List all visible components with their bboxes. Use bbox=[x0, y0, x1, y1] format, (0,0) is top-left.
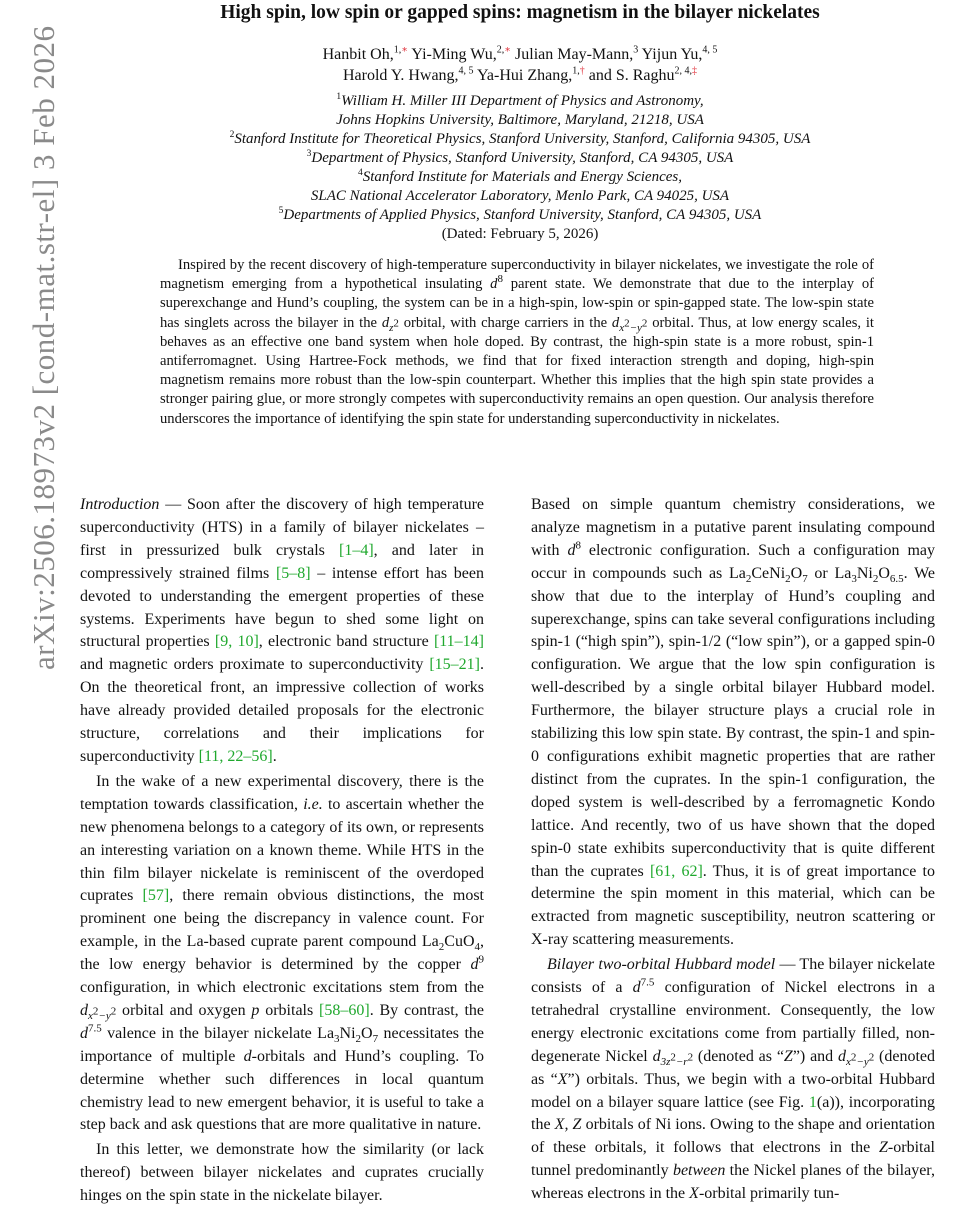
author-name: Ya-Hui Zhang, bbox=[473, 67, 573, 84]
citation-link[interactable]: [15–21] bbox=[429, 656, 480, 674]
paragraph: Bilayer two-orbital Hubbard model — The bilayer nickelate consists of a $d^{7.5}$ configuration of Nickel electrons in a tetrahedral crystalline environment. Consequently, the low energy electronic excitations come from partially filled, non-degenerate Nickel $d_{3z^2-r^2}$ (denoted as “Z”) and $d_{x^2-y^2}$ (denoted as “X”) orbitals. Thus, we begin with a two-orbital Hubbard model on a bilayer square lattice (see Fig. 1(a)), incorporating the X, Z orbitals of Ni ions. Owing to the shape and orientation of these orbitals, it follows that electrons in the Z-orbital tunnel predominantly between the Nickel planes of the bilayer, whereas electrons in the X-orbital primarily tun- bbox=[531, 956, 936, 1203]
affiliation-list bbox=[80, 92, 960, 244]
author-line-2 bbox=[80, 65, 960, 86]
abstract: Inspired by the recent discovery of high-temperature superconductivity in bilayer nickelates, we investigate the role of magnetism emerging from a hypothetical insulating $d^8$ parent state. We demonstrate that due to the interplay of superexchange and Hund’s coupling, the system can be in a high-spin, low-spin or spin-gapped state. The low-spin state has singlets across the bilayer in the $d_{z^2}$ orbital, with charge carriers in the $d_{x^2-y^2}$ orbital. Thus, at low energy scales, it behaves as an effective one band system when hole doped. By contrast, the high-spin state is a more robust, spin-1 antiferromagnet. Using Hartree-Fock methods, we find that for fixed interaction strength and doping, high-spin magnetism remains more robust than the low-spin counterpart. Whether this implies that the high spin state provides a stronger pairing glue, or more strongly competes with superconductivity remains an open question. Our analysis therefore underscores the importance of identifying the spin state for understanding superconductivity in nickelates. bbox=[160, 257, 874, 427]
author-affil-ref: 1, bbox=[572, 65, 580, 77]
citation-link[interactable]: [1–4] bbox=[339, 541, 374, 559]
paragraph: In this letter, we demonstrate how the similarity (or lack thereof) between bilayer nickelates and cuprates crucially hinges on the spin state in the nickelate bilayer. bbox=[80, 1141, 484, 1205]
author-affil-ref: 3 bbox=[633, 44, 639, 56]
author-line-1 bbox=[80, 44, 960, 65]
author-name: Yijun Yu, bbox=[638, 46, 703, 63]
paragraph: In the wake of a new experimental discovery, there is the temptation towards classification, i.e. to ascertain whether the new phenomena belongs to a category of its own, or represents an interesting variation on a known theme. While HTS in the thin film bilayer nickelate is reminiscent of the overdoped cuprates [57], there remain obvious distinctions, the most prominent one being the discrepancy in valence count. For example, in the La-based cuprate parent compound $La_2CuO_4$, the low energy behavior is determined by the copper $d^9$ configuration, in which electronic excitations stem from the $d_{x^2-y^2}$ orbital and oxygen p orbitals [58–60]. By contrast, the $d^{7.5}$ valence in the bilayer nickelate $La_3Ni_2O_7$ necessitates the importance of multiple d-orbitals and Hund’s coupling. To determine whether such differences in local quantum chemistry lead to new emergent behavior, it is useful to take a step back and ask questions that are more qualitative in nature. bbox=[80, 772, 485, 1134]
author-name: Julian May-Mann, bbox=[511, 46, 634, 63]
author-affil-ref: 1, bbox=[393, 44, 402, 56]
affiliation: Johns Hopkins University, Baltimore, Maryland, 21218, USA bbox=[336, 112, 704, 128]
author-list bbox=[80, 44, 960, 86]
author-footnote-mark[interactable]: ‡ bbox=[692, 65, 697, 77]
author-affil-ref: 2, bbox=[496, 44, 505, 56]
section-heading: Introduction bbox=[80, 496, 160, 513]
paragraph: Introduction — Soon after the discovery of high temperature superconductivity (HTS) in a family of bilayer nickelates – first in pressurized bulk crystals [1–4], and later in compressively strained films [5–8] – intense effort has been devoted to understanding the emergent properties of these systems. Experiments have begun to shed some light on structural properties [9, 10], electronic band structure [11–14] and magnetic orders proximate to superconductivity [15–21]. On the theoretical front, an impressive collection of works have already provided detailed proposals for the electronic structure, correlations and their implications for superconductivity [11, 22–56]. bbox=[80, 496, 485, 765]
citation-link[interactable]: [5–8] bbox=[275, 564, 311, 582]
arxiv-identifier: arXiv:2506.18973v2 [cond-mat.str-el] 3 Feb 2026 bbox=[26, 25, 61, 670]
author-footnote-mark[interactable]: † bbox=[579, 65, 585, 77]
date-line: (Dated: February 5, 2026) bbox=[441, 226, 599, 242]
citation-link[interactable]: [57] bbox=[142, 887, 170, 905]
citation-link[interactable]: [11, 22–56] bbox=[198, 747, 273, 765]
citation-link[interactable]: [9, 10] bbox=[214, 633, 259, 651]
author-affil-ref: 2, 4, bbox=[674, 65, 692, 77]
right-column bbox=[531, 494, 935, 1206]
author-name: and S. Raghu bbox=[584, 67, 675, 84]
author-name: Yi-Ming Wu, bbox=[408, 46, 497, 63]
affiliation: $^1$William H. Miller III Department of Physics and Astronomy, bbox=[336, 92, 704, 109]
affiliation: $^5$Departments of Applied Physics, Stanford University, Stanford, CA 94305, USA bbox=[278, 206, 762, 223]
author-name: Hanbit Oh, bbox=[322, 46, 394, 63]
left-column bbox=[80, 494, 484, 1208]
section-heading: Bilayer two-orbital Hubbard model bbox=[547, 956, 776, 974]
author-footnote-mark[interactable]: ∗ bbox=[504, 44, 512, 56]
affiliation: $^3$Department of Physics, Stanford University, Stanford, CA 94305, USA bbox=[306, 149, 734, 166]
citation-link[interactable]: [61, 62] bbox=[649, 862, 703, 880]
author-affil-ref: 4, 5 bbox=[702, 44, 718, 56]
author-name: Harold Y. Hwang, bbox=[343, 67, 459, 84]
affiliation: $^2$Stanford Institute for Theoretical Physics, Stanford University, Stanford, California 94305, USA bbox=[229, 130, 811, 147]
arxiv-sidebar bbox=[6, 0, 61, 1200]
citation-link[interactable]: [58–60] bbox=[319, 1001, 370, 1019]
paper-title: High spin, low spin or gapped spins: magnetism in the bilayer nickelates bbox=[220, 2, 820, 23]
figure-link[interactable]: 1 bbox=[808, 1093, 817, 1111]
affiliation: $^4$Stanford Institute for Materials and Energy Sciences, bbox=[357, 168, 682, 185]
author-footnote-mark[interactable]: ∗ bbox=[401, 44, 409, 56]
paragraph: Based on simple quantum chemistry considerations, we analyze magnetism in a putative parent insulating compound with $d^8$ electronic configuration. Such a configuration may occur in compounds such as $La_2CeNi_2O_7$ or $La_3Ni_2O_{6.5}$. We show that due to the interplay of Hund’s coupling and superexchange, spins can take several configurations including spin-1 (“high spin”), spin-1/2 (“low spin”), or a gapped spin-0 configuration. We argue that the low spin configuration is well-described by a single orbital bilayer Hubbard model. Furthermore, the bilayer structure plays a crucial role in stabilizing this low spin state. By contrast, the spin-1 and spin-0 configurations exhibit magnetic properties that are rather distinct from the cuprates. In the spin-1 configuration, the doped system is well-described by a ferromagnetic Kondo lattice. And recently, two of us have shown that the doped spin-0 state exhibits superconductivity that is quite different than the cuprates [61, 62]. Thus, it is of great importance to determine the spin moment in this material, which can be extracted from magnetic susceptibility, neutron scattering or X-ray scattering measurements. bbox=[531, 496, 936, 949]
affiliation: SLAC National Accelerator Laboratory, Menlo Park, CA 94025, USA bbox=[310, 188, 730, 204]
author-affil-ref: 4, 5 bbox=[458, 65, 474, 77]
citation-link[interactable]: [11–14] bbox=[433, 633, 484, 651]
